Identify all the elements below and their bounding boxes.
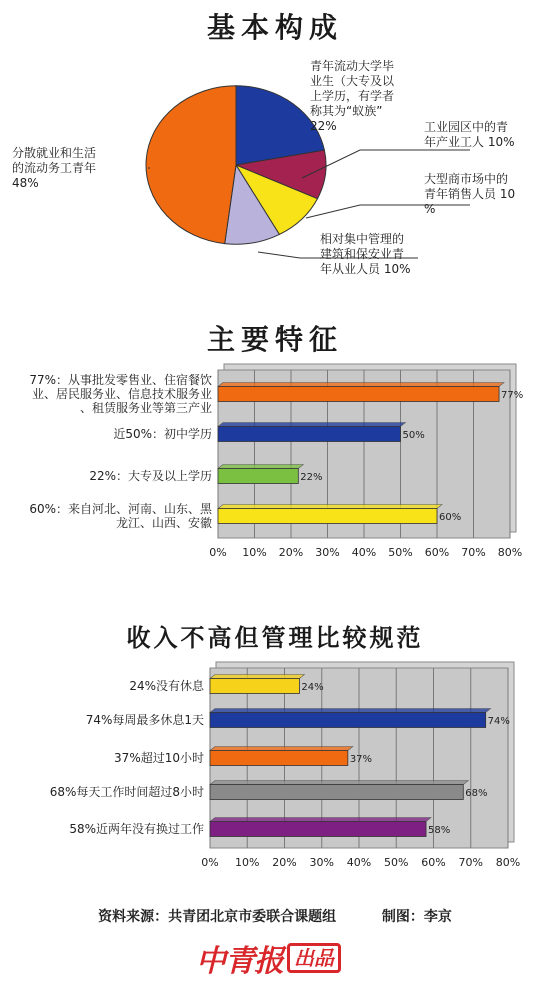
composition-pie-chart xyxy=(0,0,550,300)
category-label: 24%没有休息 xyxy=(129,679,204,693)
category-label: 、租赁服务业等第三产业 xyxy=(79,401,212,415)
bar-top-face xyxy=(210,747,353,751)
bar-top-face xyxy=(210,675,304,679)
x-tick-label: 10% xyxy=(235,856,260,869)
bar-value-label: 22% xyxy=(300,472,323,483)
x-tick-label: 50% xyxy=(388,546,413,559)
features-title: 主要特征 xyxy=(206,323,343,356)
pie-slice-label: % xyxy=(424,202,436,216)
bar xyxy=(218,427,401,442)
x-tick-label: 60% xyxy=(424,546,450,559)
x-tick-label: 0% xyxy=(201,856,219,869)
category-label: 37%超过10小时 xyxy=(114,751,204,765)
pie-slice-label: 青年销售人员 10 xyxy=(424,187,516,201)
pie-slice-label: 相对集中管理的 xyxy=(320,232,405,246)
x-tick-label: 40% xyxy=(351,546,377,559)
category-label: 22%：大专及以上学历 xyxy=(89,469,212,483)
category-label: 77%：从事批发零售业、住宿餐饮 xyxy=(29,373,212,387)
pie-slice-label: 年产业工人 10% xyxy=(424,135,515,149)
bar xyxy=(210,679,299,694)
bar-top-face xyxy=(218,423,406,427)
bar xyxy=(218,469,298,484)
category-label: 60%：来自河北、河南、山东、黑 xyxy=(29,502,212,516)
pie-slice-label: 工业园区中的青 xyxy=(424,120,509,134)
cyd-logo xyxy=(196,938,341,978)
pie-slice-label: 业生（大专及以 xyxy=(310,74,395,88)
bar xyxy=(218,387,499,402)
bar-top-face xyxy=(218,383,504,387)
bar-value-label: 74% xyxy=(487,716,510,727)
category-label: 74%每周最多休息1天 xyxy=(85,713,204,727)
pie-slice xyxy=(146,86,236,244)
income-title: 收入不高但管理比较规范 xyxy=(126,623,424,652)
bar xyxy=(210,822,426,837)
bar xyxy=(218,509,437,524)
pie-leader-line xyxy=(306,205,470,218)
pie-slice-label: 分散就业和生活 xyxy=(12,146,97,160)
category-label: 业、居民服务业、信息技术服务业 xyxy=(31,387,212,401)
logo-main-text: 中青报 xyxy=(196,944,283,979)
x-tick-label: 30% xyxy=(309,856,334,869)
bar xyxy=(210,785,463,800)
pie-slice-label: 年从业人员 10% xyxy=(320,262,411,276)
source-text: 资料来源：共青团北京市委联合课题组 xyxy=(98,909,337,925)
x-tick-label: 20% xyxy=(272,856,297,869)
x-tick-label: 40% xyxy=(346,856,372,869)
features-bar-chart xyxy=(0,358,550,608)
category-label: 58%近两年没有换过工作 xyxy=(69,822,204,836)
pie-slice-label: 的流动务工青年 xyxy=(12,161,97,175)
pie-slice-label: 大型商市场中的 xyxy=(424,172,509,186)
category-label: 近50%：初中学历 xyxy=(113,427,212,441)
bar-value-label: 60% xyxy=(439,512,462,523)
x-tick-label: 0% xyxy=(209,546,227,559)
bar-top-face xyxy=(210,818,431,822)
pie-slice-label: 建筑和保安业青 xyxy=(320,247,405,261)
pie-slice-label: 上学历，有学者 xyxy=(310,89,395,103)
bar-value-label: 37% xyxy=(349,754,373,765)
bar-value-label: 77% xyxy=(501,390,524,401)
bar-value-label: 58% xyxy=(428,825,451,836)
bar-top-face xyxy=(218,505,442,509)
category-label: 68%每天工作时间超过8小时 xyxy=(49,785,204,799)
credit-text: 制图：李京 xyxy=(381,909,452,925)
x-tick-label: 10% xyxy=(242,546,267,559)
logo-sub-text: 出品 xyxy=(287,943,341,973)
x-tick-label: 60% xyxy=(421,856,446,869)
x-tick-label: 80% xyxy=(495,856,521,869)
x-tick-label: 70% xyxy=(461,546,486,559)
x-tick-label: 50% xyxy=(384,856,409,869)
pie-slice-label: 青年流动大学毕 xyxy=(310,59,395,73)
footer xyxy=(0,906,550,926)
pie-slice-label: 48% xyxy=(12,176,39,190)
bar-top-face xyxy=(218,465,303,469)
bar-value-label: 24% xyxy=(301,682,324,693)
bar-top-face xyxy=(210,781,468,785)
x-tick-label: 70% xyxy=(458,856,483,869)
pie-slice-label: 称其为“蚁族” xyxy=(310,104,383,118)
x-tick-label: 80% xyxy=(497,546,523,559)
bar xyxy=(210,751,348,766)
bar xyxy=(210,713,486,728)
x-tick-label: 30% xyxy=(315,546,340,559)
bar-value-label: 68% xyxy=(465,788,488,799)
category-label: 龙江、山西、安徽 xyxy=(115,516,212,530)
bar-value-label: 50% xyxy=(402,430,425,441)
income-bar-chart xyxy=(0,658,550,898)
x-tick-label: 20% xyxy=(278,546,304,559)
composition-title: 基本构成 xyxy=(206,11,343,44)
bar-top-face xyxy=(210,709,491,713)
pie-slice-label: 22% xyxy=(310,119,337,133)
